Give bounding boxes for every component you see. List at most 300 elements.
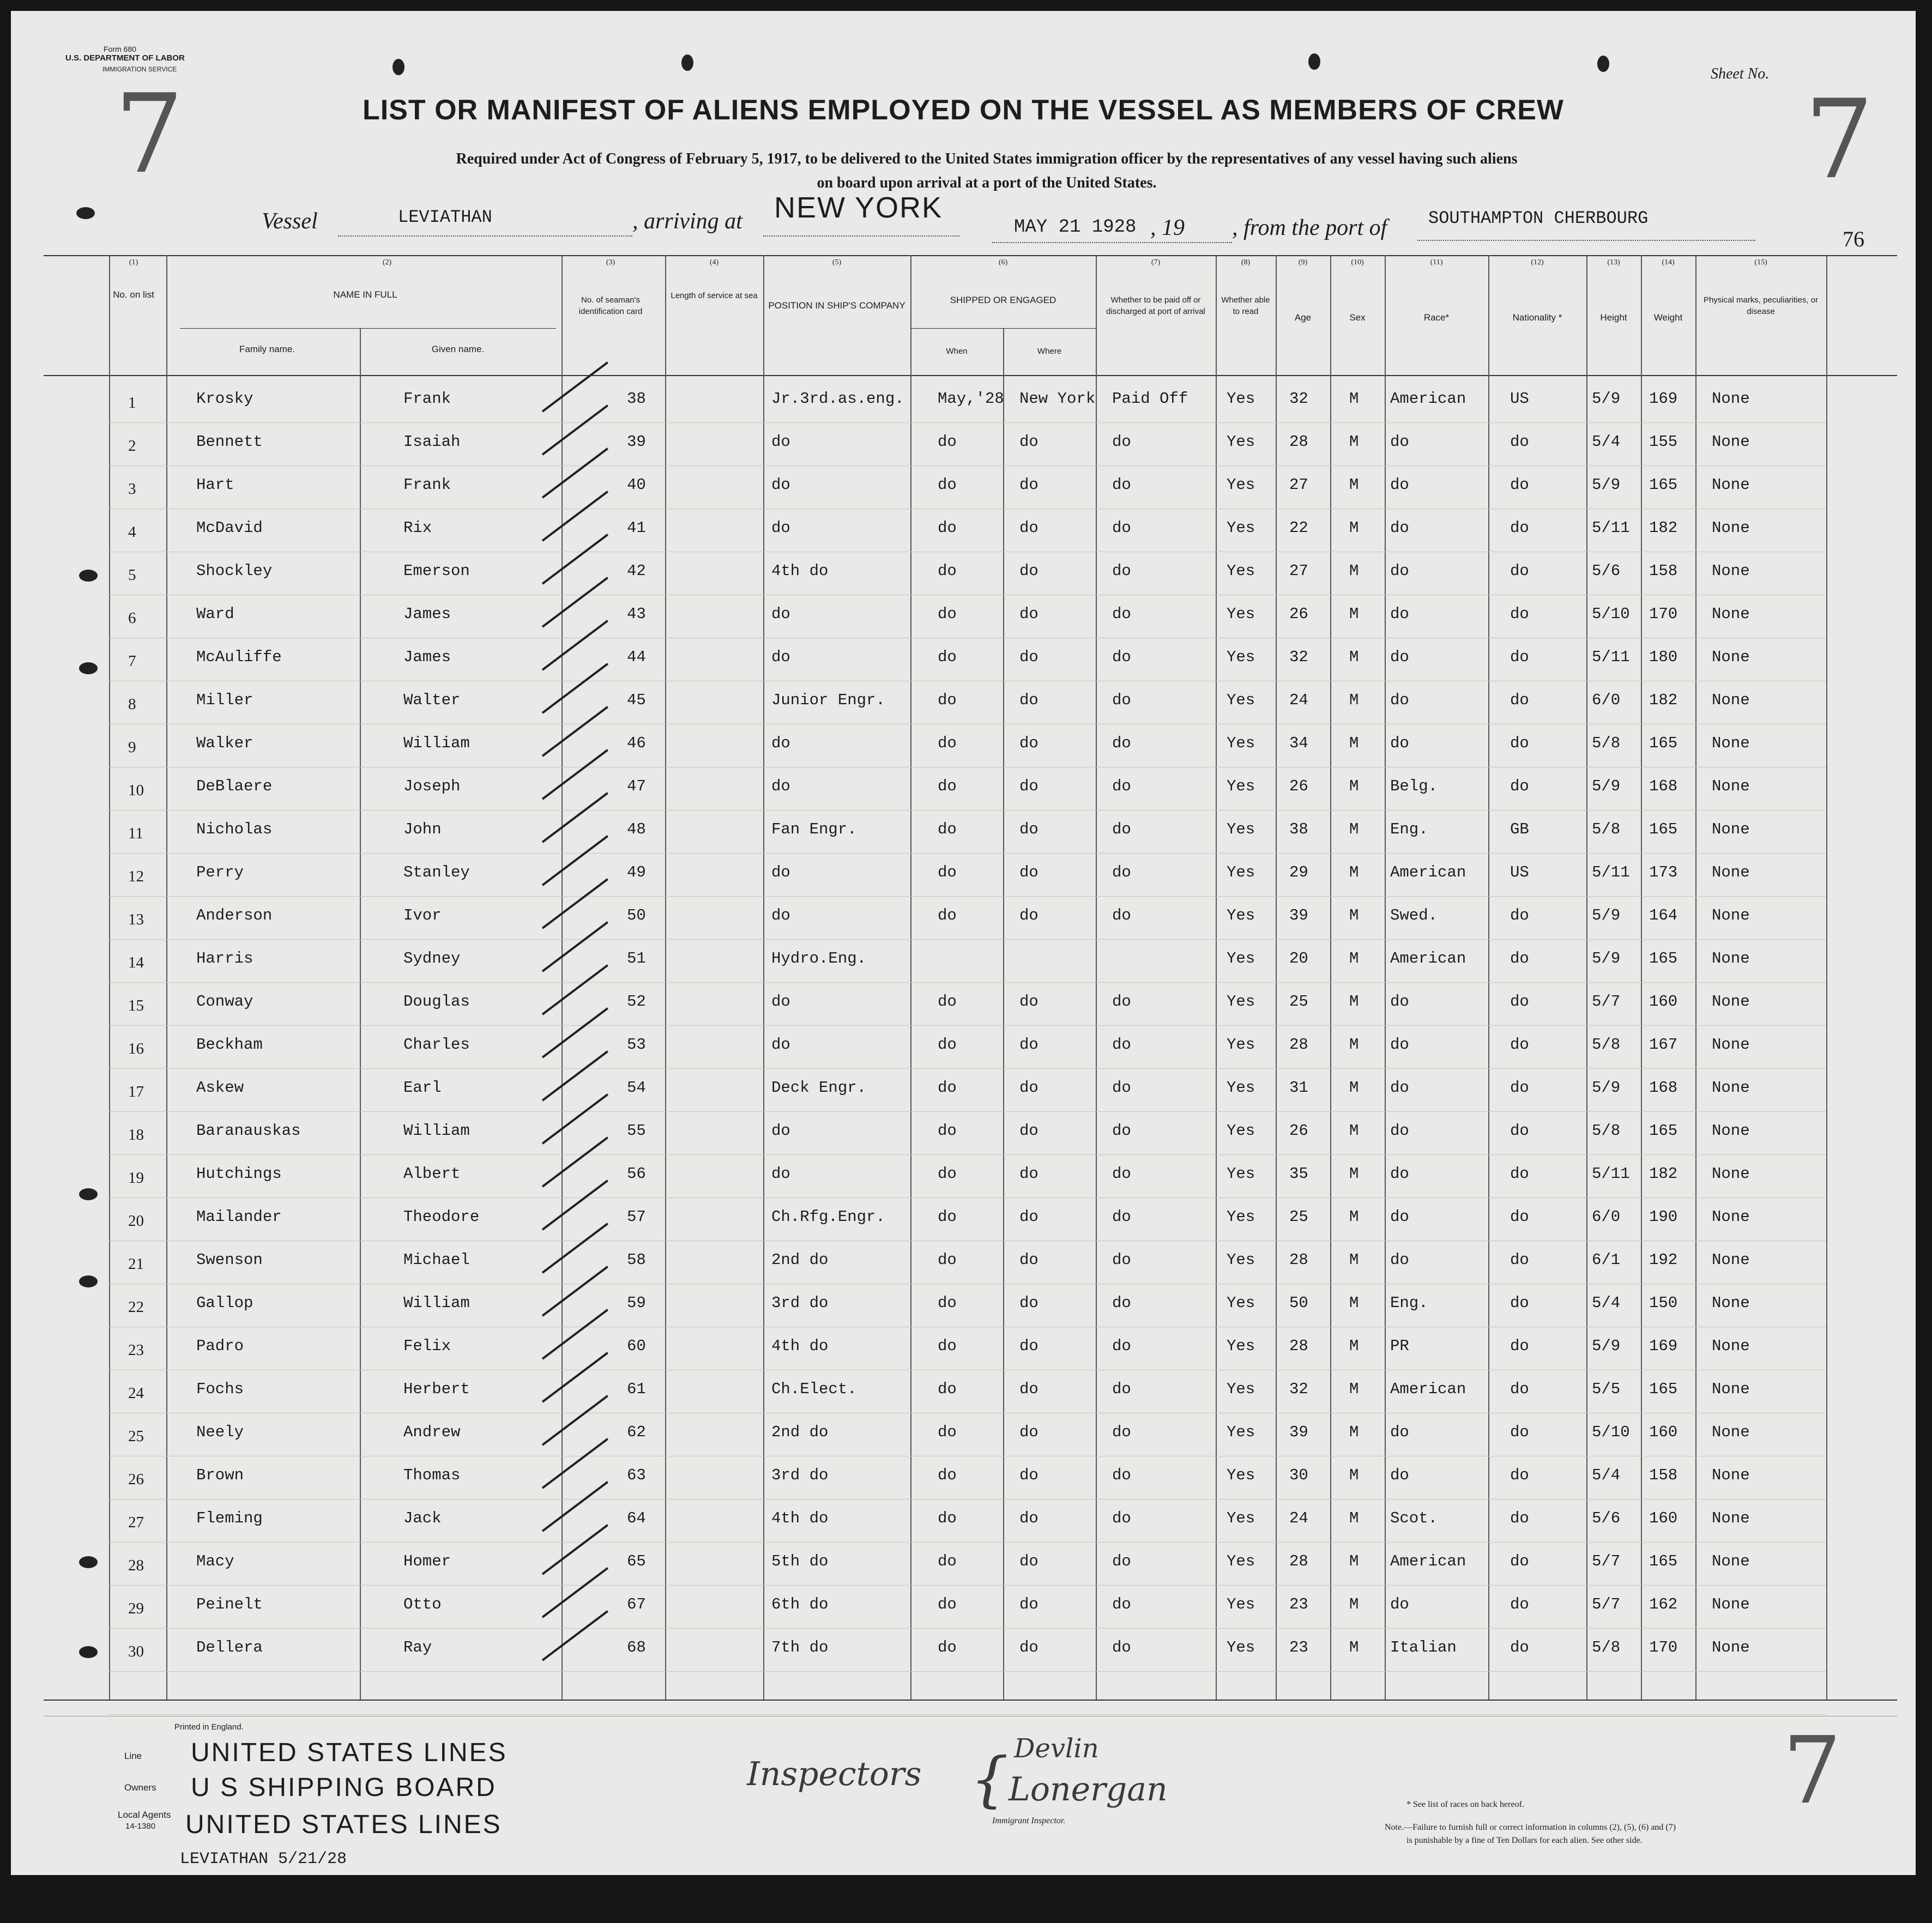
paid-off-cell: do bbox=[1112, 1509, 1131, 1527]
row-number: 11 bbox=[128, 825, 143, 842]
row-number: 18 bbox=[128, 1126, 144, 1144]
seaman-card-cell: 65 bbox=[627, 1552, 646, 1570]
check-mark bbox=[542, 620, 608, 670]
shipped-when-cell: do bbox=[938, 993, 957, 1011]
position-cell: do bbox=[771, 863, 790, 881]
year-label: , 19 bbox=[1150, 215, 1185, 240]
race-cell: do bbox=[1390, 734, 1409, 752]
weight-cell: 190 bbox=[1649, 1208, 1678, 1226]
paid-off-cell: do bbox=[1112, 1380, 1131, 1398]
shipped-where-cell: do bbox=[1019, 1079, 1039, 1097]
header-race: Race* bbox=[1423, 312, 1450, 323]
check-mark bbox=[542, 1180, 608, 1230]
column-divider bbox=[360, 328, 361, 1700]
header-seaman-card: No. of seaman's identification card bbox=[578, 295, 643, 316]
height-cell: 6/1 bbox=[1592, 1251, 1621, 1269]
shipped-where-cell: do bbox=[1019, 1337, 1039, 1355]
age-cell: 32 bbox=[1289, 648, 1308, 666]
paid-off-cell: do bbox=[1112, 1036, 1131, 1054]
check-mark bbox=[542, 1395, 608, 1446]
check-mark bbox=[542, 1093, 608, 1144]
shipped-when-cell: do bbox=[938, 1638, 957, 1656]
punch-hole bbox=[79, 1646, 98, 1658]
bottom-mark: LEVIATHAN 5/21/28 bbox=[180, 1850, 347, 1868]
weight-cell: 182 bbox=[1649, 519, 1678, 537]
weight-cell: 167 bbox=[1649, 1036, 1678, 1054]
check-mark bbox=[542, 1136, 608, 1187]
row-rule bbox=[109, 810, 1826, 811]
shipped-where-cell: do bbox=[1019, 519, 1039, 537]
nationality-cell: do bbox=[1510, 691, 1529, 709]
given-name-cell: Ray bbox=[403, 1638, 432, 1656]
weight-cell: 165 bbox=[1649, 950, 1678, 967]
seaman-card-cell: 46 bbox=[627, 734, 646, 752]
position-cell: 6th do bbox=[771, 1595, 829, 1613]
height-cell: 5/11 bbox=[1592, 1165, 1630, 1183]
punch-hole bbox=[681, 55, 693, 71]
age-cell: 31 bbox=[1289, 1079, 1308, 1097]
row-number: 5 bbox=[128, 566, 136, 584]
shipped-when-cell: do bbox=[938, 1036, 957, 1054]
position-cell: do bbox=[771, 734, 790, 752]
family-name-cell: Conway bbox=[196, 993, 253, 1011]
row-number: 10 bbox=[128, 782, 144, 799]
position-cell: do bbox=[771, 476, 790, 494]
physical-marks-cell: None bbox=[1712, 1380, 1750, 1398]
table-top-rule bbox=[44, 255, 1897, 256]
row-number: 4 bbox=[128, 523, 136, 541]
family-name-cell: Gallop bbox=[196, 1294, 253, 1312]
row-number: 27 bbox=[128, 1514, 144, 1531]
age-cell: 26 bbox=[1289, 777, 1308, 795]
position-cell: Ch.Rfg.Engr. bbox=[771, 1208, 885, 1226]
able-read-cell: Yes bbox=[1227, 1638, 1255, 1656]
from-label: , from the port of bbox=[1232, 215, 1387, 240]
paid-off-cell: do bbox=[1112, 777, 1131, 795]
given-name-cell: Walter bbox=[403, 691, 461, 709]
race-cell: do bbox=[1390, 433, 1409, 451]
race-cell: PR bbox=[1390, 1337, 1409, 1355]
position-cell: do bbox=[771, 1122, 790, 1140]
shipped-where-cell: do bbox=[1019, 734, 1039, 752]
weight-cell: 173 bbox=[1649, 863, 1678, 881]
able-read-cell: Yes bbox=[1227, 1165, 1255, 1183]
position-cell: 7th do bbox=[771, 1638, 829, 1656]
header-position: POSITION IN SHIP'S COMPANY bbox=[768, 300, 905, 311]
check-mark bbox=[542, 361, 608, 412]
header-paid-off: Whether to be paid off or discharged at port of arrival bbox=[1106, 295, 1205, 316]
able-read-cell: Yes bbox=[1227, 906, 1255, 924]
given-name-cell: Charles bbox=[403, 1036, 470, 1054]
physical-marks-cell: None bbox=[1712, 950, 1750, 967]
sex-cell: M bbox=[1349, 1380, 1359, 1398]
family-name-cell: Shockley bbox=[196, 562, 273, 580]
dotted-line bbox=[992, 242, 1232, 243]
height-cell: 5/7 bbox=[1592, 1595, 1621, 1613]
physical-marks-cell: None bbox=[1712, 1638, 1750, 1656]
nationality-cell: do bbox=[1510, 1122, 1529, 1140]
age-cell: 29 bbox=[1289, 863, 1308, 881]
shipped-when-cell: do bbox=[938, 820, 957, 838]
seaman-card-cell: 54 bbox=[627, 1079, 646, 1097]
header-when: When bbox=[946, 347, 968, 356]
age-cell: 24 bbox=[1289, 691, 1308, 709]
physical-marks-cell: None bbox=[1712, 1509, 1750, 1527]
position-cell: Junior Engr. bbox=[771, 691, 885, 709]
shipped-where-cell: do bbox=[1019, 1251, 1039, 1269]
paid-off-cell: do bbox=[1112, 1294, 1131, 1312]
check-mark bbox=[542, 1050, 608, 1101]
check-mark bbox=[542, 1007, 608, 1058]
sex-cell: M bbox=[1349, 476, 1359, 494]
physical-marks-cell: None bbox=[1712, 519, 1750, 537]
nationality-cell: do bbox=[1510, 1036, 1529, 1054]
family-name-cell: Hutchings bbox=[196, 1165, 282, 1183]
age-cell: 23 bbox=[1289, 1638, 1308, 1656]
race-cell: do bbox=[1390, 691, 1409, 709]
age-cell: 39 bbox=[1289, 906, 1308, 924]
able-read-cell: Yes bbox=[1227, 1122, 1255, 1140]
column-divider bbox=[109, 255, 110, 1700]
family-name-cell: Askew bbox=[196, 1079, 244, 1097]
row-number: 15 bbox=[128, 997, 144, 1014]
weight-cell: 168 bbox=[1649, 1079, 1678, 1097]
shipped-where-cell: do bbox=[1019, 1165, 1039, 1183]
row-number: 30 bbox=[128, 1643, 144, 1660]
shipped-where-cell: do bbox=[1019, 1638, 1039, 1656]
age-cell: 28 bbox=[1289, 1036, 1308, 1054]
row-number: 24 bbox=[128, 1384, 144, 1402]
weight-cell: 182 bbox=[1649, 1165, 1678, 1183]
row-rule bbox=[109, 853, 1826, 854]
weight-cell: 155 bbox=[1649, 433, 1678, 451]
shipped-where-cell: do bbox=[1019, 820, 1039, 838]
weight-cell: 168 bbox=[1649, 777, 1678, 795]
sex-cell: M bbox=[1349, 1552, 1359, 1570]
position-cell: do bbox=[771, 993, 790, 1011]
given-name-cell: Otto bbox=[403, 1595, 442, 1613]
able-read-cell: Yes bbox=[1227, 1552, 1255, 1570]
seaman-card-cell: 44 bbox=[627, 648, 646, 666]
race-cell: Eng. bbox=[1390, 1294, 1428, 1312]
race-cell: do bbox=[1390, 1122, 1409, 1140]
seaman-card-cell: 55 bbox=[627, 1122, 646, 1140]
age-cell: 32 bbox=[1289, 1380, 1308, 1398]
row-number: 28 bbox=[128, 1557, 144, 1574]
column-divider bbox=[1276, 255, 1277, 1700]
sex-cell: M bbox=[1349, 1595, 1359, 1613]
position-cell: 4th do bbox=[771, 1337, 829, 1355]
row-rule bbox=[109, 422, 1826, 423]
from-port: SOUTHAMPTON CHERBOURG bbox=[1428, 208, 1649, 228]
age-cell: 27 bbox=[1289, 476, 1308, 494]
row-number: 12 bbox=[128, 868, 144, 885]
shipped-where-cell: do bbox=[1019, 433, 1039, 451]
weight-cell: 165 bbox=[1649, 734, 1678, 752]
weight-cell: 165 bbox=[1649, 1552, 1678, 1570]
sex-cell: M bbox=[1349, 691, 1359, 709]
physical-marks-cell: None bbox=[1712, 1036, 1750, 1054]
position-cell: Deck Engr. bbox=[771, 1079, 867, 1097]
able-read-cell: Yes bbox=[1227, 820, 1255, 838]
seaman-card-cell: 43 bbox=[627, 605, 646, 623]
check-mark bbox=[542, 964, 608, 1015]
given-name-cell: Sydney bbox=[403, 950, 461, 967]
sex-cell: M bbox=[1349, 562, 1359, 580]
nationality-cell: do bbox=[1510, 1337, 1529, 1355]
race-cell: Belg. bbox=[1390, 777, 1438, 795]
weight-cell: 165 bbox=[1649, 820, 1678, 838]
sex-cell: M bbox=[1349, 1509, 1359, 1527]
physical-marks-cell: None bbox=[1712, 1122, 1750, 1140]
subtitle-line: Required under Act of Congress of February 5, 1917, to be delivered to the United States immigration officer by the representatives of any vessel having such aliens bbox=[456, 150, 1518, 167]
nationality-cell: do bbox=[1510, 1638, 1529, 1656]
seaman-card-cell: 45 bbox=[627, 691, 646, 709]
race-cell: do bbox=[1390, 1079, 1409, 1097]
nationality-cell: do bbox=[1510, 1423, 1529, 1441]
given-name-cell: Emerson bbox=[403, 562, 470, 580]
height-cell: 5/8 bbox=[1592, 1036, 1621, 1054]
able-read-cell: Yes bbox=[1227, 1251, 1255, 1269]
shipped-when-cell: do bbox=[938, 605, 957, 623]
shipped-when-cell: do bbox=[938, 1380, 957, 1398]
punch-hole bbox=[79, 1275, 98, 1287]
check-mark bbox=[542, 1524, 608, 1575]
age-cell: 27 bbox=[1289, 562, 1308, 580]
height-cell: 5/9 bbox=[1592, 906, 1621, 924]
height-cell: 5/6 bbox=[1592, 562, 1621, 580]
row-number: 2 bbox=[128, 437, 136, 455]
col-number: (10) bbox=[1351, 258, 1364, 267]
given-name-cell: Earl bbox=[403, 1079, 442, 1097]
shipped-when-cell: do bbox=[938, 734, 957, 752]
race-cell: American bbox=[1390, 950, 1466, 967]
shipped-when-cell: do bbox=[938, 906, 957, 924]
physical-marks-cell: None bbox=[1712, 648, 1750, 666]
physical-marks-cell: None bbox=[1712, 1595, 1750, 1613]
nationality-cell: do bbox=[1510, 1595, 1529, 1613]
race-cell: do bbox=[1390, 1595, 1409, 1613]
position-cell: do bbox=[771, 1165, 790, 1183]
nationality-cell: do bbox=[1510, 519, 1529, 537]
paid-off-cell: do bbox=[1112, 433, 1131, 451]
given-name-cell: Albert bbox=[403, 1165, 461, 1183]
seaman-card-cell: 61 bbox=[627, 1380, 646, 1398]
check-mark bbox=[542, 1438, 608, 1489]
paid-off-cell: do bbox=[1112, 605, 1131, 623]
shipped-when-cell: do bbox=[938, 476, 957, 494]
vessel-name: LEVIATHAN bbox=[398, 207, 492, 227]
age-cell: 34 bbox=[1289, 734, 1308, 752]
weight-cell: 182 bbox=[1649, 691, 1678, 709]
nationality-cell: do bbox=[1510, 1165, 1529, 1183]
weight-cell: 170 bbox=[1649, 1638, 1678, 1656]
race-cell: American bbox=[1390, 863, 1466, 881]
punch-hole bbox=[1597, 56, 1609, 72]
subtitle-line: on board upon arrival at a port of the United States. bbox=[817, 174, 1157, 191]
able-read-cell: Yes bbox=[1227, 476, 1255, 494]
height-cell: 5/7 bbox=[1592, 993, 1621, 1011]
table-bottom-rule bbox=[44, 1700, 1897, 1701]
paid-off-cell: do bbox=[1112, 1251, 1131, 1269]
shipped-where-cell: do bbox=[1019, 605, 1039, 623]
seaman-card-cell: 64 bbox=[627, 1509, 646, 1527]
check-mark bbox=[542, 491, 608, 541]
given-name-cell: William bbox=[403, 734, 470, 752]
family-name-cell: Brown bbox=[196, 1466, 244, 1484]
row-number: 9 bbox=[128, 739, 136, 756]
race-cell: do bbox=[1390, 1208, 1409, 1226]
printed-note: Printed in England. bbox=[174, 1722, 244, 1732]
race-cell: do bbox=[1390, 993, 1409, 1011]
paid-off-cell: do bbox=[1112, 648, 1131, 666]
header-shipped: SHIPPED OR ENGAGED bbox=[950, 295, 1056, 305]
header-weight: Weight bbox=[1653, 312, 1683, 323]
column-divider bbox=[1330, 255, 1331, 1700]
weight-cell: 158 bbox=[1649, 562, 1678, 580]
shipped-where-cell: do bbox=[1019, 863, 1039, 881]
vessel-label: Vessel bbox=[262, 209, 318, 234]
weight-cell: 165 bbox=[1649, 1380, 1678, 1398]
column-divider bbox=[665, 255, 666, 1700]
sex-cell: M bbox=[1349, 1036, 1359, 1054]
physical-marks-cell: None bbox=[1712, 1423, 1750, 1441]
seaman-card-cell: 47 bbox=[627, 777, 646, 795]
corner-number-left: 7 bbox=[114, 71, 184, 198]
shipped-where-cell: do bbox=[1019, 1595, 1039, 1613]
sex-cell: M bbox=[1349, 648, 1359, 666]
punch-hole bbox=[76, 207, 95, 219]
able-read-cell: Yes bbox=[1227, 1337, 1255, 1355]
given-name-cell: Theodore bbox=[403, 1208, 480, 1226]
paid-off-cell: do bbox=[1112, 1165, 1131, 1183]
header-age: Age bbox=[1294, 312, 1312, 323]
shipped-where-cell: do bbox=[1019, 1552, 1039, 1570]
check-mark bbox=[542, 1481, 608, 1532]
physical-marks-cell: None bbox=[1712, 390, 1750, 408]
able-read-cell: Yes bbox=[1227, 519, 1255, 537]
able-read-cell: Yes bbox=[1227, 993, 1255, 1011]
seaman-card-cell: 62 bbox=[627, 1423, 646, 1441]
given-name-cell: William bbox=[403, 1294, 470, 1312]
physical-marks-cell: None bbox=[1712, 476, 1750, 494]
physical-marks-cell: None bbox=[1712, 863, 1750, 881]
seaman-card-cell: 42 bbox=[627, 562, 646, 580]
shipped-where-cell: do bbox=[1019, 777, 1039, 795]
height-cell: 5/9 bbox=[1592, 390, 1621, 408]
height-cell: 5/10 bbox=[1592, 1423, 1630, 1441]
height-cell: 5/5 bbox=[1592, 1380, 1621, 1398]
punch-hole bbox=[1308, 53, 1320, 70]
weight-cell: 162 bbox=[1649, 1595, 1678, 1613]
col-number: (11) bbox=[1430, 258, 1443, 267]
shipped-when-cell: do bbox=[938, 1337, 957, 1355]
arrival-date: MAY 21 1928 bbox=[1014, 217, 1137, 238]
physical-marks-cell: None bbox=[1712, 605, 1750, 623]
family-name-cell: Swenson bbox=[196, 1251, 263, 1269]
check-mark bbox=[542, 404, 608, 455]
punch-hole bbox=[79, 1556, 98, 1568]
shipped-when-cell: do bbox=[938, 1208, 957, 1226]
family-name-cell: McDavid bbox=[196, 519, 263, 537]
sex-cell: M bbox=[1349, 1337, 1359, 1355]
races-note: * See list of races on back hereof. bbox=[1406, 1800, 1524, 1809]
seaman-card-cell: 41 bbox=[627, 519, 646, 537]
check-mark bbox=[542, 1266, 608, 1316]
height-cell: 5/7 bbox=[1592, 1552, 1621, 1570]
position-cell: Fan Engr. bbox=[771, 820, 857, 838]
given-name-cell: James bbox=[403, 605, 451, 623]
row-number: 6 bbox=[128, 609, 136, 627]
position-cell: Jr.3rd.as.eng. bbox=[771, 390, 904, 408]
age-cell: 26 bbox=[1289, 605, 1308, 623]
sex-cell: M bbox=[1349, 863, 1359, 881]
age-cell: 28 bbox=[1289, 433, 1308, 451]
sex-cell: M bbox=[1349, 433, 1359, 451]
paid-off-cell: do bbox=[1112, 820, 1131, 838]
family-name-cell: Fleming bbox=[196, 1509, 263, 1527]
column-divider bbox=[1385, 255, 1386, 1700]
physical-marks-cell: None bbox=[1712, 433, 1750, 451]
agents-label: Local Agents bbox=[118, 1810, 171, 1820]
check-mark bbox=[542, 448, 608, 498]
nationality-cell: do bbox=[1510, 734, 1529, 752]
shipped-when-cell: do bbox=[938, 433, 957, 451]
sex-cell: M bbox=[1349, 1079, 1359, 1097]
seaman-card-cell: 49 bbox=[627, 863, 646, 881]
paid-off-cell: do bbox=[1112, 734, 1131, 752]
shipped-where-cell: do bbox=[1019, 993, 1039, 1011]
inspector-signature-2: Lonergan bbox=[1009, 1770, 1168, 1809]
check-mark bbox=[542, 1352, 608, 1402]
family-name-cell: Macy bbox=[196, 1552, 234, 1570]
nationality-cell: do bbox=[1510, 1466, 1529, 1484]
given-name-cell: Frank bbox=[403, 476, 451, 494]
sex-cell: M bbox=[1349, 519, 1359, 537]
able-read-cell: Yes bbox=[1227, 1509, 1255, 1527]
row-rule bbox=[109, 1628, 1826, 1629]
check-mark bbox=[542, 878, 608, 929]
nationality-cell: do bbox=[1510, 605, 1529, 623]
family-name-cell: Dellera bbox=[196, 1638, 263, 1656]
seaman-card-cell: 60 bbox=[627, 1337, 646, 1355]
sex-cell: M bbox=[1349, 1423, 1359, 1441]
family-name-cell: Bennett bbox=[196, 433, 263, 451]
nationality-cell: US bbox=[1510, 863, 1529, 881]
weight-cell: 160 bbox=[1649, 1423, 1678, 1441]
sex-cell: M bbox=[1349, 950, 1359, 967]
department-label: U.S. DEPARTMENT OF LABOR bbox=[65, 53, 185, 63]
age-cell: 22 bbox=[1289, 519, 1308, 537]
height-cell: 5/6 bbox=[1592, 1509, 1621, 1527]
shipped-when-cell: do bbox=[938, 1466, 957, 1484]
col-number: (4) bbox=[709, 258, 719, 267]
row-number: 25 bbox=[128, 1428, 144, 1445]
paid-off-cell: do bbox=[1112, 1595, 1131, 1613]
shipped-where-cell: do bbox=[1019, 1122, 1039, 1140]
col-number: (6) bbox=[998, 258, 1008, 267]
fine-note-line1: Note.—Failure to furnish full or correct information in columns (2), (5), (6) and (7) bbox=[1385, 1823, 1676, 1832]
shipped-where-cell: do bbox=[1019, 691, 1039, 709]
line-value: UNITED STATES LINES bbox=[191, 1738, 508, 1767]
family-name-cell: Peinelt bbox=[196, 1595, 263, 1613]
physical-marks-cell: None bbox=[1712, 734, 1750, 752]
family-name-cell: Baranauskas bbox=[196, 1122, 301, 1140]
punch-hole bbox=[79, 1188, 98, 1200]
sex-cell: M bbox=[1349, 820, 1359, 838]
height-cell: 5/8 bbox=[1592, 734, 1621, 752]
nationality-cell: do bbox=[1510, 1294, 1529, 1312]
